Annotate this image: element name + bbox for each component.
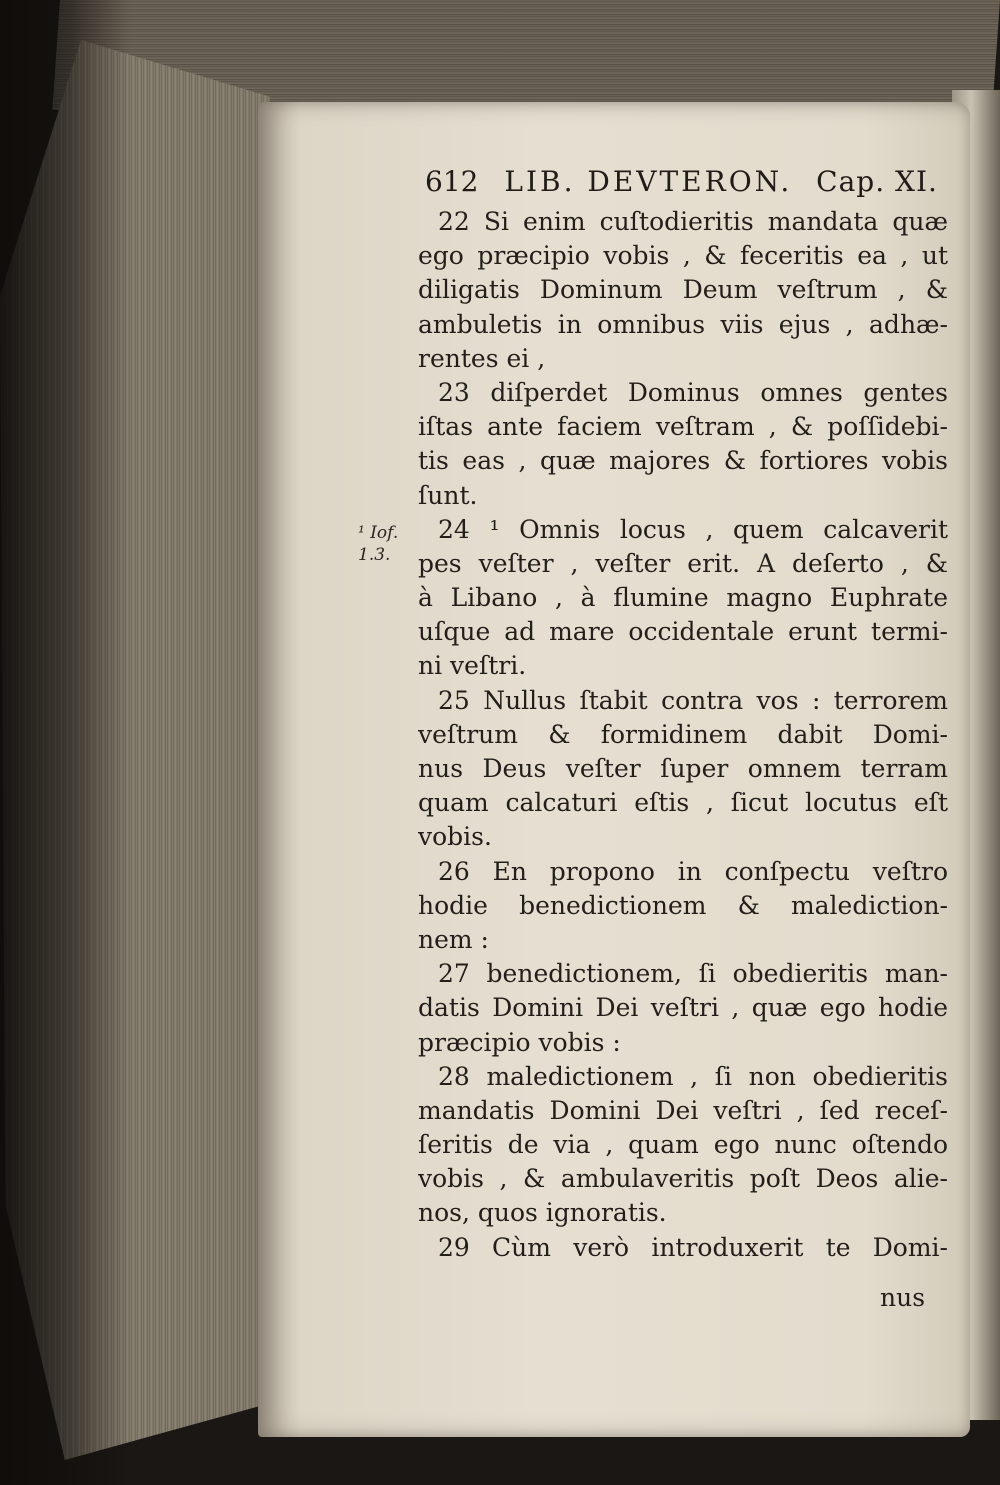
text-line: 24 ¹ Omnis locus , quem calcaverit — [438, 514, 948, 544]
binding-shadow — [0, 0, 130, 1485]
text-line: à Libano , à flumine magno Euphrate — [418, 583, 948, 613]
text-line: 26 En propono in conſpectu veſtro — [438, 856, 948, 886]
text-line: datis Domini Dei veſtri , quæ ego hodie — [418, 993, 948, 1023]
text-line: vobis , & ambulaveritis poſt Deos alie- — [418, 1164, 948, 1194]
text-line: ambuletis in omnibus viis ejus , adhæ- — [418, 309, 948, 339]
text-line: nus Deus veſter ſuper omnem terram — [418, 754, 948, 783]
text-line: ſunt. — [418, 480, 478, 510]
text-line: 28 maledictionem , ſi non obedieritis — [438, 1061, 948, 1091]
text-line: veſtrum & formidinem dabit Domi- — [418, 719, 948, 749]
margin-reference — [358, 522, 418, 566]
text-line: nem : — [418, 924, 489, 954]
text-line: mandatis Domini Dei veſtri , ſed receſ- — [418, 1095, 948, 1125]
text-line: uſque ad mare occidentale erunt termi- — [418, 617, 948, 647]
page-number: 612 — [425, 165, 479, 198]
text-line: ego præcipio vobis , & feceritis ea , ut — [418, 241, 948, 271]
running-title: LIB. DEVTERON. — [504, 165, 793, 198]
margin-reference-line: 1.3. — [358, 545, 391, 565]
text-line: hodie benedictionem & malediction- — [418, 890, 948, 920]
text-line: iſtas ante faciem veſtram , & poſſidebi- — [418, 412, 948, 442]
text-line: præcipio vobis : — [418, 1027, 621, 1057]
text-line: diligatis Dominum Deum veſtrum , & — [418, 275, 948, 305]
text-line: quam calcaturi eſtis , ſicut locutus eſt — [418, 788, 948, 818]
text-line: 23 diſperdet Dominus omnes gentes — [438, 377, 948, 407]
text-line: tis eas , quæ majores & fortiores vobis — [418, 446, 948, 476]
text-line: rentes ei , — [418, 343, 546, 373]
text-line: vobis. — [418, 822, 492, 852]
text-line: 29 Cùm verò introduxerit te Domi- — [438, 1232, 948, 1262]
catchword: nus — [880, 1283, 926, 1312]
text-line: ſeritis de via , quam ego nunc oſtendo — [418, 1130, 948, 1160]
text-line: nos, quos ignoratis. — [418, 1198, 667, 1228]
text-line: ni veſtri. — [418, 651, 527, 681]
body-text — [418, 205, 948, 1265]
chapter-label: Cap. XI. — [816, 165, 938, 198]
page-header — [425, 165, 950, 198]
text-line: 27 benedictionem, ſi obedieritis man- — [438, 959, 948, 989]
text-line: 25 Nullus ſtabit contra vos : terrorem — [438, 685, 948, 715]
margin-reference-line: ¹ Iof. — [358, 523, 399, 543]
text-line: 22 Si enim cuſtodieritis mandata quæ — [438, 207, 948, 236]
text-line: pes veſter , veſter erit. A deſerto , & — [418, 548, 948, 578]
